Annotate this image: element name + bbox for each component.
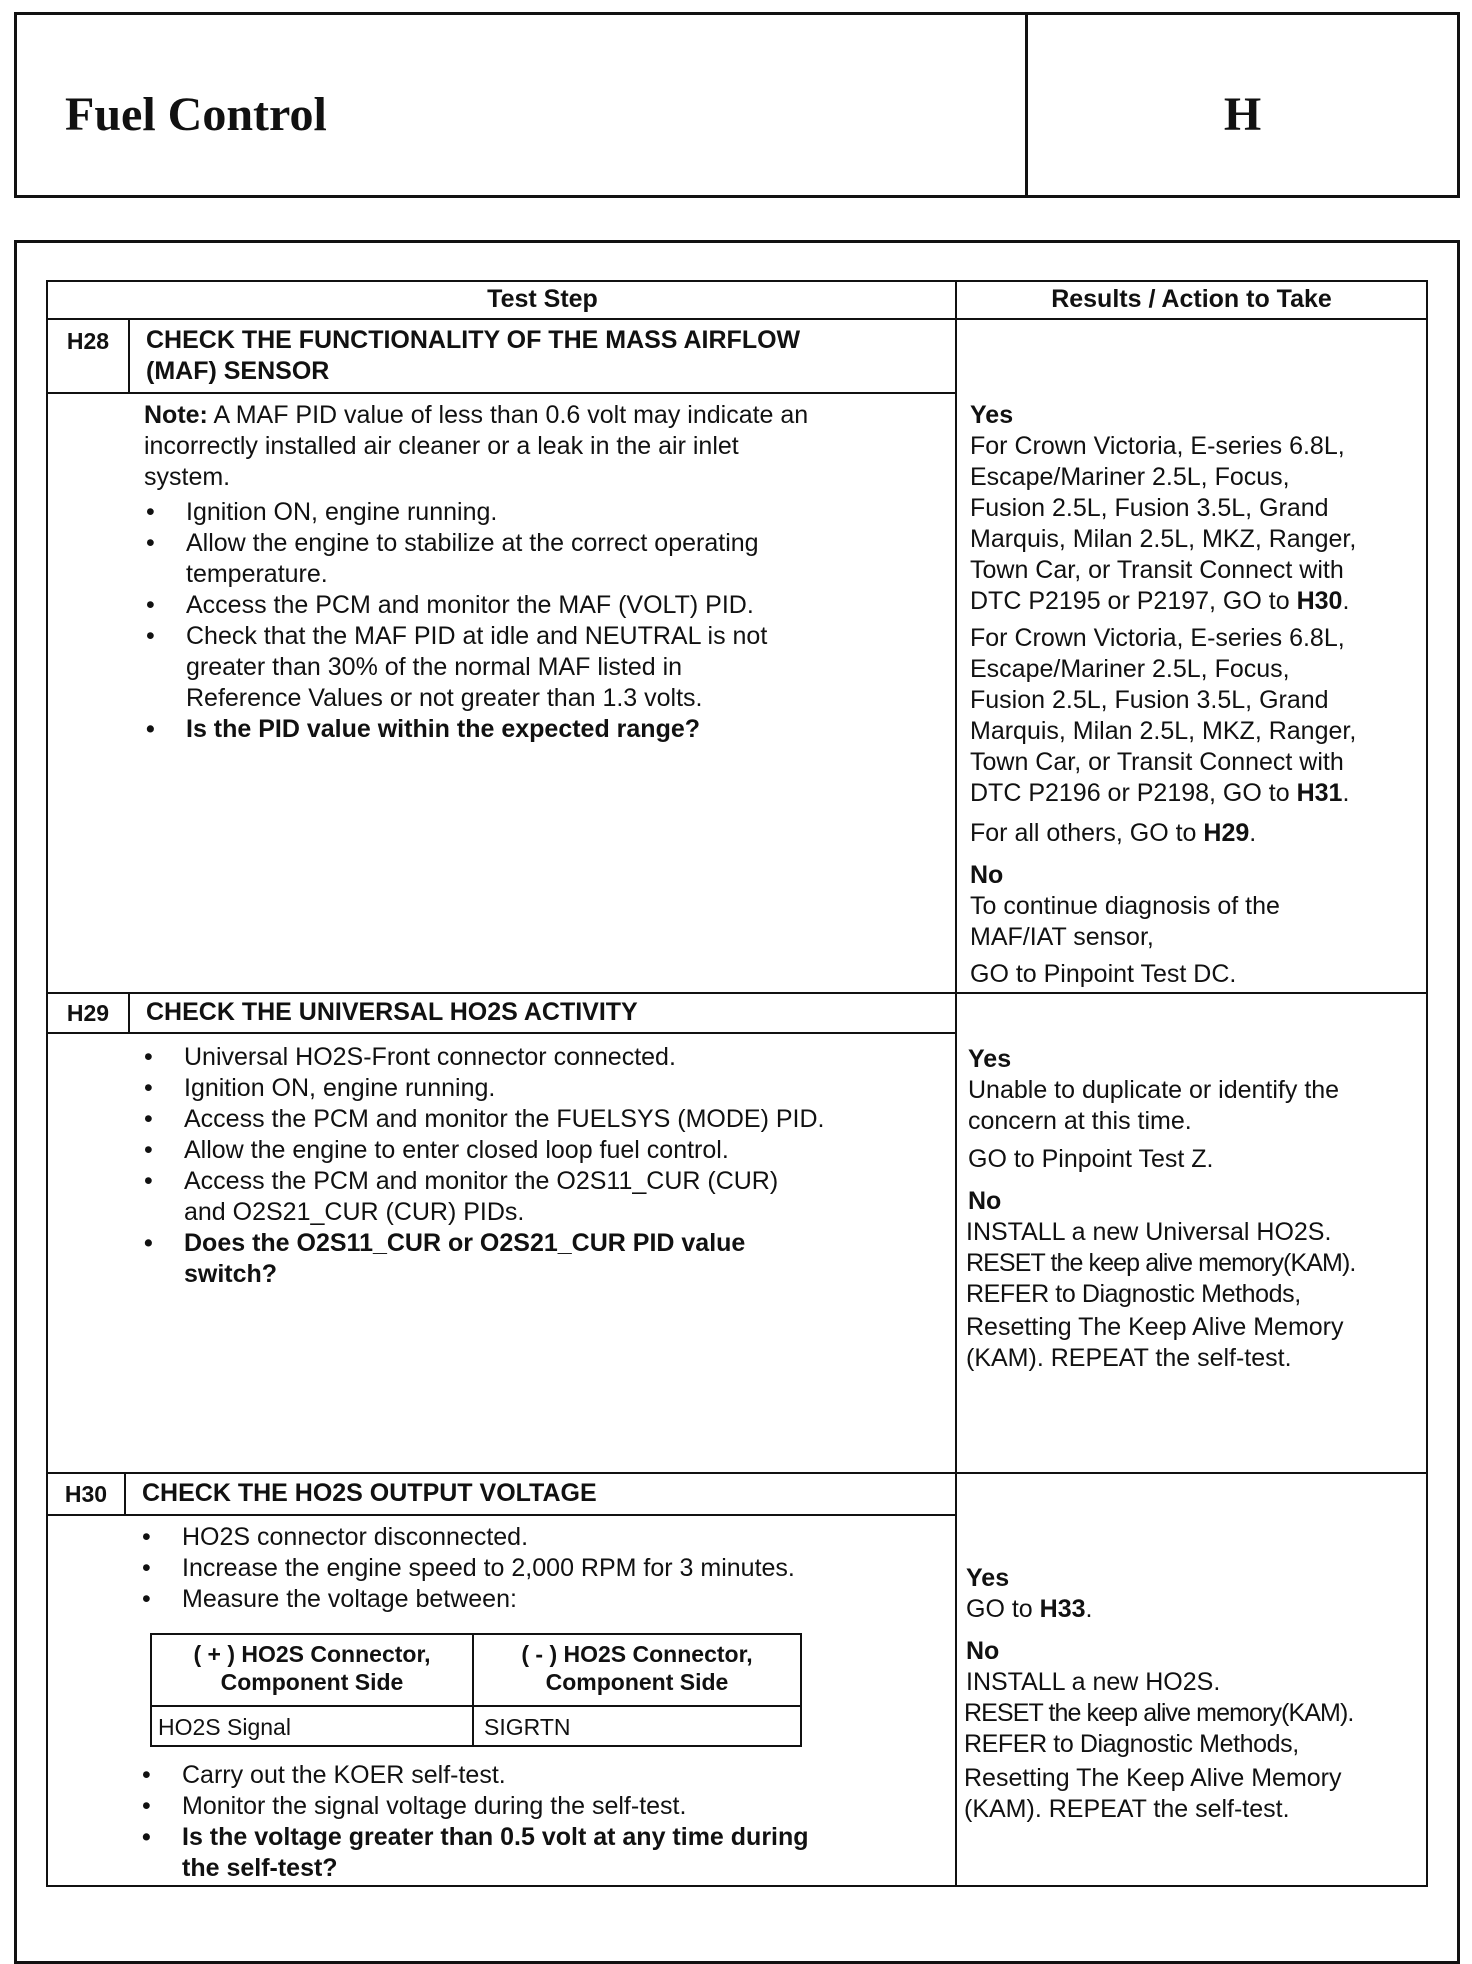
list-item <box>144 1135 729 1166</box>
result-line: INSTALL a new Universal HO2S. <box>966 1218 1332 1246</box>
goto-step: H33 <box>1039 1595 1086 1623</box>
no-label: No <box>968 1187 1002 1215</box>
list-item <box>144 1228 746 1259</box>
bullet-icon: • <box>142 1523 151 1551</box>
no-label: No <box>970 861 1004 889</box>
note-line: system. <box>144 463 231 491</box>
result-line: Fusion 2.5L, Fusion 3.5L, Grand <box>970 686 1329 714</box>
note-text: A MAF PID value of less than 0.6 volt may indicate an <box>207 401 809 429</box>
list-item <box>144 1104 825 1135</box>
result-line: REFER to Diagnostic Methods, <box>964 1730 1299 1758</box>
result-line: REFER to Diagnostic Methods, <box>966 1280 1301 1308</box>
list-item-text: Ignition ON, engine running. <box>184 1074 496 1102</box>
step-title: CHECK THE FUNCTIONALITY OF THE MASS AIRFLOW <box>146 326 801 354</box>
step-id: H28 <box>66 328 110 354</box>
list-item-text: Ignition ON, engine running. <box>186 498 498 526</box>
column-divider <box>955 280 957 1887</box>
h29-bottom-line <box>46 1472 1428 1474</box>
result-line: MAF/IAT sensor, <box>970 923 1154 951</box>
list-item-text: Allow the engine to enter closed loop fuel control. <box>184 1136 729 1164</box>
section-letter: H <box>1223 88 1262 141</box>
goto-step: H30 <box>1296 587 1343 615</box>
list-item <box>146 497 498 528</box>
no-label: No <box>966 1637 1000 1665</box>
list-item: greater than 30% of the normal MAF listed in <box>186 653 683 681</box>
goto-step: H29 <box>1203 819 1250 847</box>
h28-id-divider <box>128 318 130 392</box>
bullet-icon: • <box>146 591 155 619</box>
step-id: H30 <box>64 1481 108 1507</box>
result-line: Fusion 2.5L, Fusion 3.5L, Grand <box>970 494 1329 522</box>
result-text: DTC P2195 or P2197, GO to <box>970 587 1290 615</box>
list-item <box>142 1822 809 1853</box>
result-line: RESET the keep alive memory(KAM). <box>966 1249 1356 1277</box>
table-cell: SIGRTN <box>484 1714 571 1740</box>
list-item-text: Is the PID value within the expected range? <box>186 715 701 743</box>
result-line: Resetting The Keep Alive Memory <box>964 1764 1342 1792</box>
bullet-icon: • <box>144 1167 153 1195</box>
result-line: Marquis, Milan 2.5L, MKZ, Ranger, <box>970 717 1357 745</box>
list-item-text: HO2S connector disconnected. <box>182 1523 529 1551</box>
list-item-text: Does the O2S11_CUR or O2S21_CUR PID value <box>184 1229 746 1257</box>
list-item-text: Monitor the signal voltage during the self-test. <box>182 1792 687 1820</box>
step-title: CHECK THE HO2S OUTPUT VOLTAGE <box>142 1479 597 1507</box>
list-item: Reference Values or not greater than 1.3 volts. <box>186 684 703 712</box>
result-line: (KAM). REPEAT the self-test. <box>964 1795 1290 1823</box>
list-item <box>146 621 768 652</box>
list-item <box>144 1073 496 1104</box>
bullet-icon: • <box>146 529 155 557</box>
bullet-icon: • <box>146 498 155 526</box>
list-item: the self-test? <box>182 1854 338 1882</box>
result-line: Marquis, Milan 2.5L, MKZ, Ranger, <box>970 525 1357 553</box>
result-line: concern at this time. <box>968 1107 1192 1135</box>
note-label: Note: <box>144 401 208 429</box>
goto-step: H31 <box>1296 779 1343 807</box>
step-id: H29 <box>66 1000 110 1026</box>
yes-label: Yes <box>968 1045 1012 1073</box>
result-text: For all others, GO to <box>970 819 1197 847</box>
bullet-icon: • <box>142 1823 151 1851</box>
h30-id-divider <box>124 1472 126 1514</box>
result-line: GO to H33. <box>966 1595 1093 1623</box>
result-line: DTC P2196 or P2198, GO to H31. <box>970 779 1350 807</box>
result-line: RESET the keep alive memory(KAM). <box>964 1699 1354 1727</box>
step-title: CHECK THE UNIVERSAL HO2S ACTIVITY <box>146 998 638 1026</box>
note-line <box>144 400 808 431</box>
header-row-line <box>46 318 1428 320</box>
table-header-positive: ( + ) HO2S Connector, <box>193 1641 431 1667</box>
list-item: switch? <box>184 1260 278 1288</box>
bullet-icon: • <box>146 715 155 743</box>
result-line: (KAM). REPEAT the self-test. <box>966 1344 1292 1372</box>
table-border-bottom <box>46 1885 1428 1887</box>
list-item-text: Universal HO2S-Front connector connected. <box>184 1043 676 1071</box>
result-line: Resetting The Keep Alive Memory <box>966 1313 1344 1341</box>
table-header-negative: ( - ) HO2S Connector, <box>521 1641 753 1667</box>
list-item-text: Increase the engine speed to 2,000 RPM for 3 minutes. <box>182 1554 795 1582</box>
list-item: temperature. <box>186 560 328 588</box>
table-border-left <box>46 280 48 1887</box>
list-item-text: Carry out the KOER self-test. <box>182 1761 506 1789</box>
yes-label: Yes <box>970 401 1014 429</box>
list-item <box>146 590 754 621</box>
list-item <box>142 1760 506 1791</box>
list-item <box>144 1042 676 1073</box>
yes-label: Yes <box>966 1564 1010 1592</box>
bullet-icon: • <box>142 1585 151 1613</box>
table-header-negative: Component Side <box>545 1669 729 1695</box>
result-line: GO to Pinpoint Test DC. <box>970 960 1237 988</box>
table-border-right <box>1426 280 1428 1887</box>
list-item <box>142 1522 529 1553</box>
list-item <box>142 1553 795 1584</box>
result-line: Escape/Mariner 2.5L, Focus, <box>970 463 1290 491</box>
result-line: INSTALL a new HO2S. <box>966 1668 1221 1696</box>
bullet-icon: • <box>142 1792 151 1820</box>
table-border-top <box>46 280 1428 282</box>
result-line: DTC P2195 or P2197, GO to H30. <box>970 587 1350 615</box>
page-header <box>14 12 1460 198</box>
bullet-icon: • <box>144 1043 153 1071</box>
list-item <box>146 714 701 745</box>
column-header-test-step: Test Step <box>487 285 598 313</box>
bullet-icon: • <box>144 1229 153 1257</box>
bullet-icon: • <box>144 1074 153 1102</box>
list-item-text: Access the PCM and monitor the O2S11_CUR (CUR) <box>184 1167 779 1195</box>
page-title: Fuel Control <box>65 88 327 141</box>
step-title: (MAF) SENSOR <box>146 357 330 385</box>
table-cell: HO2S Signal <box>158 1714 291 1740</box>
bullet-icon: • <box>142 1761 151 1789</box>
result-line: Town Car, or Transit Connect with <box>970 556 1344 584</box>
connector-table-row-line <box>150 1705 802 1707</box>
h29-title-line <box>46 1032 957 1034</box>
column-header-results: Results / Action to Take <box>1051 285 1332 313</box>
list-item <box>142 1584 517 1615</box>
result-text: GO to <box>966 1595 1033 1623</box>
result-line: Escape/Mariner 2.5L, Focus, <box>970 655 1290 683</box>
bullet-icon: • <box>144 1136 153 1164</box>
h28-bottom-line <box>46 992 1428 994</box>
list-item-text: Measure the voltage between: <box>182 1585 517 1613</box>
result-line: For Crown Victoria, E-series 6.8L, <box>970 624 1345 652</box>
list-item <box>146 528 759 559</box>
result-line: For all others, GO to H29. <box>970 819 1257 847</box>
result-text: DTC P2196 or P2198, GO to <box>970 779 1290 807</box>
bullet-icon: • <box>142 1554 151 1582</box>
bullet-icon: • <box>144 1105 153 1133</box>
list-item: and O2S21_CUR (CUR) PIDs. <box>184 1198 525 1226</box>
result-line: Unable to duplicate or identify the <box>968 1076 1340 1104</box>
note-line: incorrectly installed air cleaner or a leak in the air inlet <box>144 432 739 460</box>
list-item <box>142 1791 687 1822</box>
result-line: To continue diagnosis of the <box>970 892 1280 920</box>
result-line: Town Car, or Transit Connect with <box>970 748 1344 776</box>
result-line: For Crown Victoria, E-series 6.8L, <box>970 432 1345 460</box>
h28-title-line <box>46 392 957 394</box>
list-item-text: Access the PCM and monitor the FUELSYS (MODE) PID. <box>184 1105 825 1133</box>
h29-id-divider <box>128 992 130 1032</box>
list-item-text: Allow the engine to stabilize at the correct operating <box>186 529 759 557</box>
h30-title-line <box>46 1514 957 1516</box>
list-item <box>144 1166 779 1197</box>
list-item-text: Is the voltage greater than 0.5 volt at any time during <box>182 1823 809 1851</box>
list-item-text: Check that the MAF PID at idle and NEUTRAL is not <box>186 622 768 650</box>
result-line: GO to Pinpoint Test Z. <box>968 1145 1214 1173</box>
list-item-text: Access the PCM and monitor the MAF (VOLT) PID. <box>186 591 754 619</box>
bullet-icon: • <box>146 622 155 650</box>
table-header-positive: Component Side <box>220 1669 404 1695</box>
